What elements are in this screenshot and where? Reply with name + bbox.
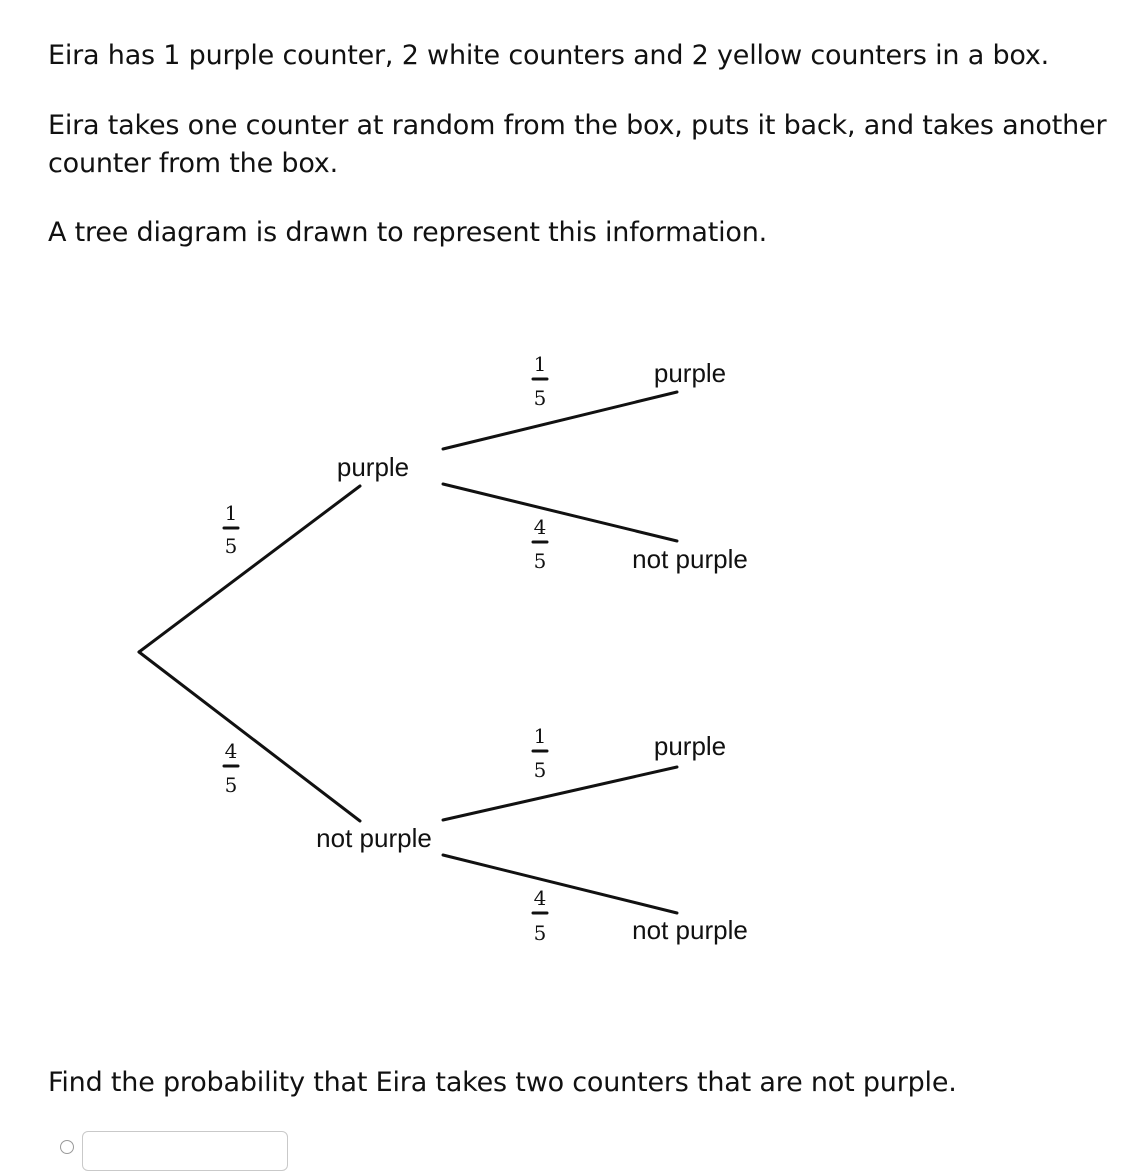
fraction-pn (533, 515, 547, 573)
fraction-denominator: 5 (533, 921, 547, 945)
fraction-denominator: 5 (533, 758, 547, 782)
question-intro: Eira has 1 purple counter, 2 white counters and 2 yellow counters in a box. (48, 40, 1050, 71)
fraction-numerator: 1 (533, 724, 547, 748)
fraction-first-purple (224, 501, 238, 558)
fraction-numerator: 1 (224, 501, 238, 525)
question-prompt: Find the probability that Eira takes two counters that are not purple. (48, 1067, 957, 1098)
branch-first-purple (139, 486, 360, 652)
branch-first-not-purple (139, 652, 360, 821)
fraction-first-not-purple (224, 739, 238, 797)
outcome-first-not-purple: not purple (316, 823, 432, 853)
outcome-first-purple: purple (336, 452, 410, 482)
branch-np (443, 767, 677, 820)
question-process: Eira takes one counter at random from the box, puts it back, and takes another counter from the box. (48, 110, 1107, 179)
outcome-pn: not purple (632, 544, 748, 574)
fraction-numerator: 4 (224, 739, 238, 763)
fraction-denominator: 5 (224, 534, 238, 558)
fraction-numerator: 4 (533, 515, 547, 539)
fraction-nn (533, 886, 547, 945)
fraction-denominator: 5 (224, 773, 238, 797)
fraction-np (533, 724, 547, 782)
fraction-pp (533, 352, 547, 410)
answer-status-icon (60, 1140, 74, 1154)
fraction-denominator: 5 (533, 386, 547, 410)
outcome-np: purple (653, 731, 727, 761)
answer-input[interactable] (82, 1131, 288, 1171)
fraction-denominator: 5 (533, 549, 547, 573)
outcome-nn: not purple (632, 915, 748, 945)
outcome-pp: purple (653, 358, 727, 388)
diagram-intro: A tree diagram is drawn to represent this information. (48, 217, 768, 248)
branch-nn (443, 855, 677, 913)
branch-pn (443, 484, 677, 541)
fraction-numerator: 1 (533, 352, 547, 376)
branch-pp (443, 392, 677, 449)
fraction-numerator: 4 (533, 886, 547, 910)
